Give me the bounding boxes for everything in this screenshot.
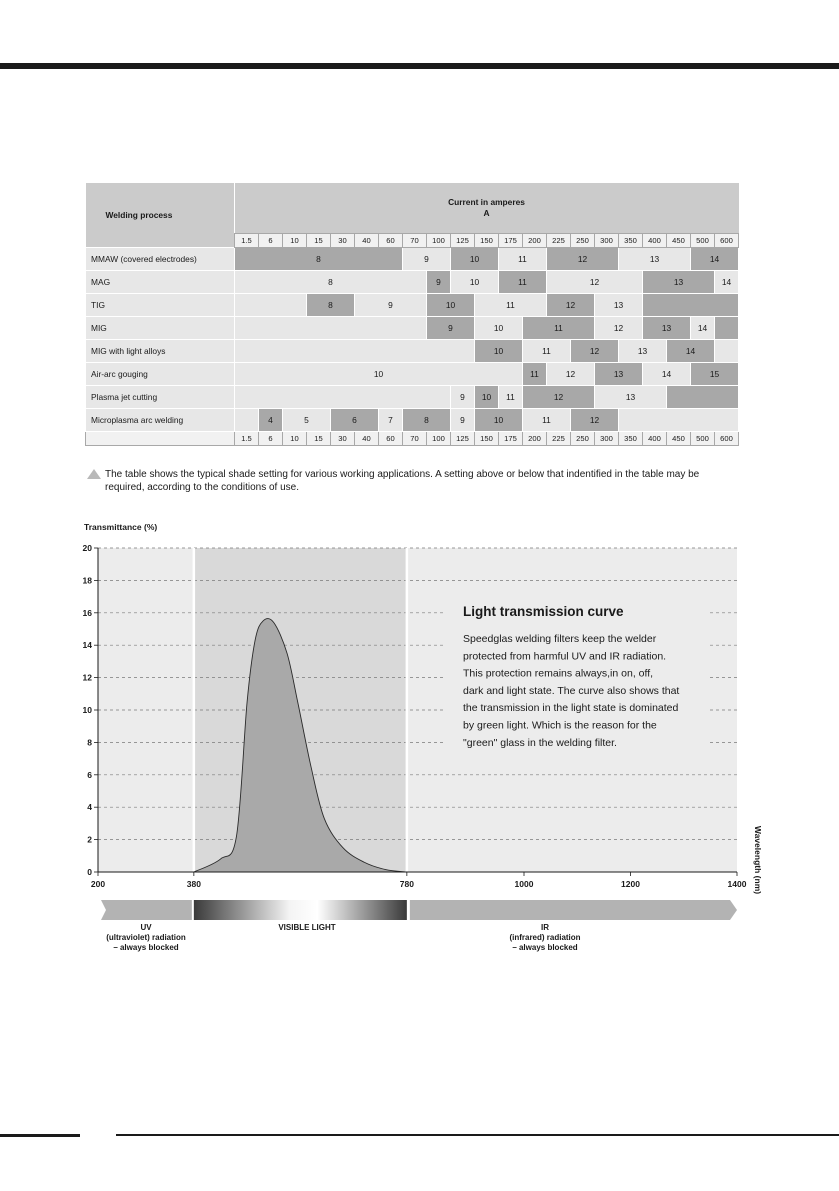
bottom-rule-right: [116, 1134, 839, 1136]
shade-cell: 13: [619, 248, 691, 271]
shade-cell: 13: [619, 340, 667, 363]
current-footer-7: 70: [403, 432, 427, 446]
shade-cell: 11: [523, 363, 547, 386]
current-footer-17: 400: [643, 432, 667, 446]
shade-cell: 10: [475, 386, 499, 409]
current-header-14: 250: [571, 234, 595, 248]
info-box-line: This protection remains always,in on, off,: [463, 667, 654, 680]
current-footer-8: 100: [427, 432, 451, 446]
shade-cell: 7: [379, 409, 403, 432]
header-process: Welding process: [86, 183, 235, 248]
current-header-0: 1.5: [235, 234, 259, 248]
y-tick-label: 14: [82, 640, 92, 651]
shade-cell: 5: [283, 409, 331, 432]
x-tick-label: 780: [399, 879, 414, 889]
ir-label: IR: [541, 923, 549, 932]
current-footer-5: 40: [355, 432, 379, 446]
current-header-3: 15: [307, 234, 331, 248]
shade-cell: 12: [547, 294, 595, 317]
process-name: TIG: [86, 294, 235, 317]
current-header-17: 400: [643, 234, 667, 248]
current-header-6: 60: [379, 234, 403, 248]
shade-cell: 14: [691, 248, 739, 271]
current-footer-14: 250: [571, 432, 595, 446]
current-header-13: 225: [547, 234, 571, 248]
shade-cell: 15: [691, 363, 739, 386]
shade-cell: 10: [451, 271, 499, 294]
shade-cell: 10: [235, 363, 523, 386]
current-footer-20: 600: [715, 432, 739, 446]
current-header-15: 300: [595, 234, 619, 248]
x-tick-label: 380: [186, 879, 201, 889]
process-name: MIG: [86, 317, 235, 340]
current-footer-11: 175: [499, 432, 523, 446]
x-tick-label: 1400: [727, 879, 747, 889]
process-name: Air-arc gouging: [86, 363, 235, 386]
process-name: Plasma jet cutting: [86, 386, 235, 409]
current-header-19: 500: [691, 234, 715, 248]
shade-cell: 13: [643, 271, 715, 294]
shade-cell: 8: [403, 409, 451, 432]
shade-cell: 12: [547, 271, 643, 294]
shade-cell: 13: [595, 386, 667, 409]
shade-cell: 9: [355, 294, 427, 317]
current-footer-19: 500: [691, 432, 715, 446]
process-name: Microplasma arc welding: [86, 409, 235, 432]
current-footer-18: 450: [667, 432, 691, 446]
info-box-line: Speedglas welding filters keep the welder: [463, 633, 657, 645]
uv-band-arrow: [101, 900, 192, 920]
current-footer-16: 350: [619, 432, 643, 446]
shade-cell: 13: [643, 317, 691, 340]
uv-label: (ultraviolet) radiation: [106, 933, 186, 942]
current-footer-15: 300: [595, 432, 619, 446]
current-footer-1: 6: [259, 432, 283, 446]
shade-cell: 8: [307, 294, 355, 317]
x-tick-label: 200: [90, 879, 106, 889]
ir-label: (infrared) radiation: [509, 933, 581, 942]
visible-band: [194, 900, 407, 920]
y-tick-label: 16: [82, 607, 92, 618]
info-box-line: dark and light state. The curve also shows that: [463, 684, 680, 697]
current-header-8: 100: [427, 234, 451, 248]
x-tick-label: 1000: [514, 879, 534, 889]
shade-cell: 8: [235, 248, 403, 271]
current-footer-9: 125: [451, 432, 475, 446]
current-header-9: 125: [451, 234, 475, 248]
current-header-1: 6: [259, 234, 283, 248]
current-footer-0: 1.5: [235, 432, 259, 446]
process-name: MMAW (covered electrodes): [86, 248, 235, 271]
y-tick-label: 10: [82, 705, 92, 715]
shade-cell: 4: [259, 409, 283, 432]
x-tick-label: 1200: [621, 879, 640, 889]
current-footer-10: 150: [475, 432, 499, 446]
shade-cell: 11: [499, 271, 547, 294]
y-tick-label: 0: [87, 867, 92, 877]
current-header-7: 70: [403, 234, 427, 248]
shade-cell: 12: [571, 409, 619, 432]
shade-cell: 14: [643, 363, 691, 386]
header-current-line2: A: [483, 208, 490, 218]
shade-cell: 9: [427, 317, 475, 340]
shade-cell: 12: [595, 317, 643, 340]
shade-cell: 9: [451, 409, 475, 432]
current-footer-6: 60: [379, 432, 403, 446]
current-header-12: 200: [523, 234, 547, 248]
ir-band-arrow: [410, 900, 737, 920]
shade-cell: 6: [331, 409, 379, 432]
current-header-16: 350: [619, 234, 643, 248]
shade-cell: 9: [451, 386, 475, 409]
x-axis-label: Wavelength (nm): [753, 825, 763, 895]
shade-cell: 11: [523, 409, 571, 432]
shade-cell: 9: [403, 248, 451, 271]
uv-label: UV: [140, 923, 152, 932]
y-axis-label: Transmittance (%): [84, 522, 158, 532]
shade-cell: 11: [499, 248, 547, 271]
note-text: The table shows the typical shade setting for various working applications. A setting above or below that indentified in the table may be required, according to the conditions of use.: [105, 469, 700, 493]
shade-cell: 11: [499, 386, 523, 409]
shade-cell: 14: [715, 271, 739, 294]
y-tick-label: 2: [87, 834, 92, 845]
shade-cell: 10: [427, 294, 475, 317]
current-header-20: 600: [715, 234, 739, 248]
current-footer-2: 10: [283, 432, 307, 446]
y-tick-label: 6: [87, 769, 92, 780]
current-footer-3: 15: [307, 432, 331, 446]
info-box-title: Light transmission curve: [463, 604, 624, 619]
shade-cell: 9: [427, 271, 451, 294]
info-box-line: by green light. Which is the reason for the: [463, 719, 657, 732]
shade-cell: 14: [667, 340, 715, 363]
current-header-2: 10: [283, 234, 307, 248]
ir-label: – always blocked: [512, 943, 578, 952]
y-tick-label: 12: [82, 672, 92, 683]
process-name: MIG with light alloys: [86, 340, 235, 363]
shade-cell: 10: [475, 409, 523, 432]
current-header-18: 450: [667, 234, 691, 248]
visible-label: VISIBLE LIGHT: [278, 923, 336, 932]
shade-cell: 12: [523, 386, 595, 409]
y-tick-label: 18: [82, 575, 92, 586]
shade-cell: 10: [475, 317, 523, 340]
shade-cell: 10: [451, 248, 499, 271]
shade-cell: 11: [475, 294, 547, 317]
shade-cell: 12: [571, 340, 619, 363]
current-header-11: 175: [499, 234, 523, 248]
info-box-line: the transmission in the light state is dominated: [463, 702, 679, 715]
shade-cell: 10: [475, 340, 523, 363]
bottom-rule-left: [0, 1134, 80, 1137]
shade-cell: 8: [235, 271, 427, 294]
shade-cell: 11: [523, 317, 595, 340]
current-footer-4: 30: [331, 432, 355, 446]
header-current-line1: Current in amperes: [448, 197, 525, 207]
current-header-4: 30: [331, 234, 355, 248]
y-tick-label: 8: [87, 737, 92, 748]
shade-cell: 12: [547, 363, 595, 386]
shade-cell: 13: [595, 363, 643, 386]
process-name: MAG: [86, 271, 235, 294]
current-footer-13: 225: [547, 432, 571, 446]
info-box-line: protected from harmful UV and IR radiation.: [463, 650, 667, 663]
shade-cell: 14: [691, 317, 715, 340]
current-footer-12: 200: [523, 432, 547, 446]
current-header-5: 40: [355, 234, 379, 248]
shade-cell: 13: [595, 294, 643, 317]
shade-cell: 11: [523, 340, 571, 363]
current-header-10: 150: [475, 234, 499, 248]
y-tick-label: 4: [87, 802, 92, 813]
y-tick-label: 20: [82, 543, 92, 553]
shade-cell: 12: [547, 248, 619, 271]
info-box-line: "green" glass in the welding filter.: [463, 736, 617, 749]
uv-label: – always blocked: [113, 943, 179, 952]
